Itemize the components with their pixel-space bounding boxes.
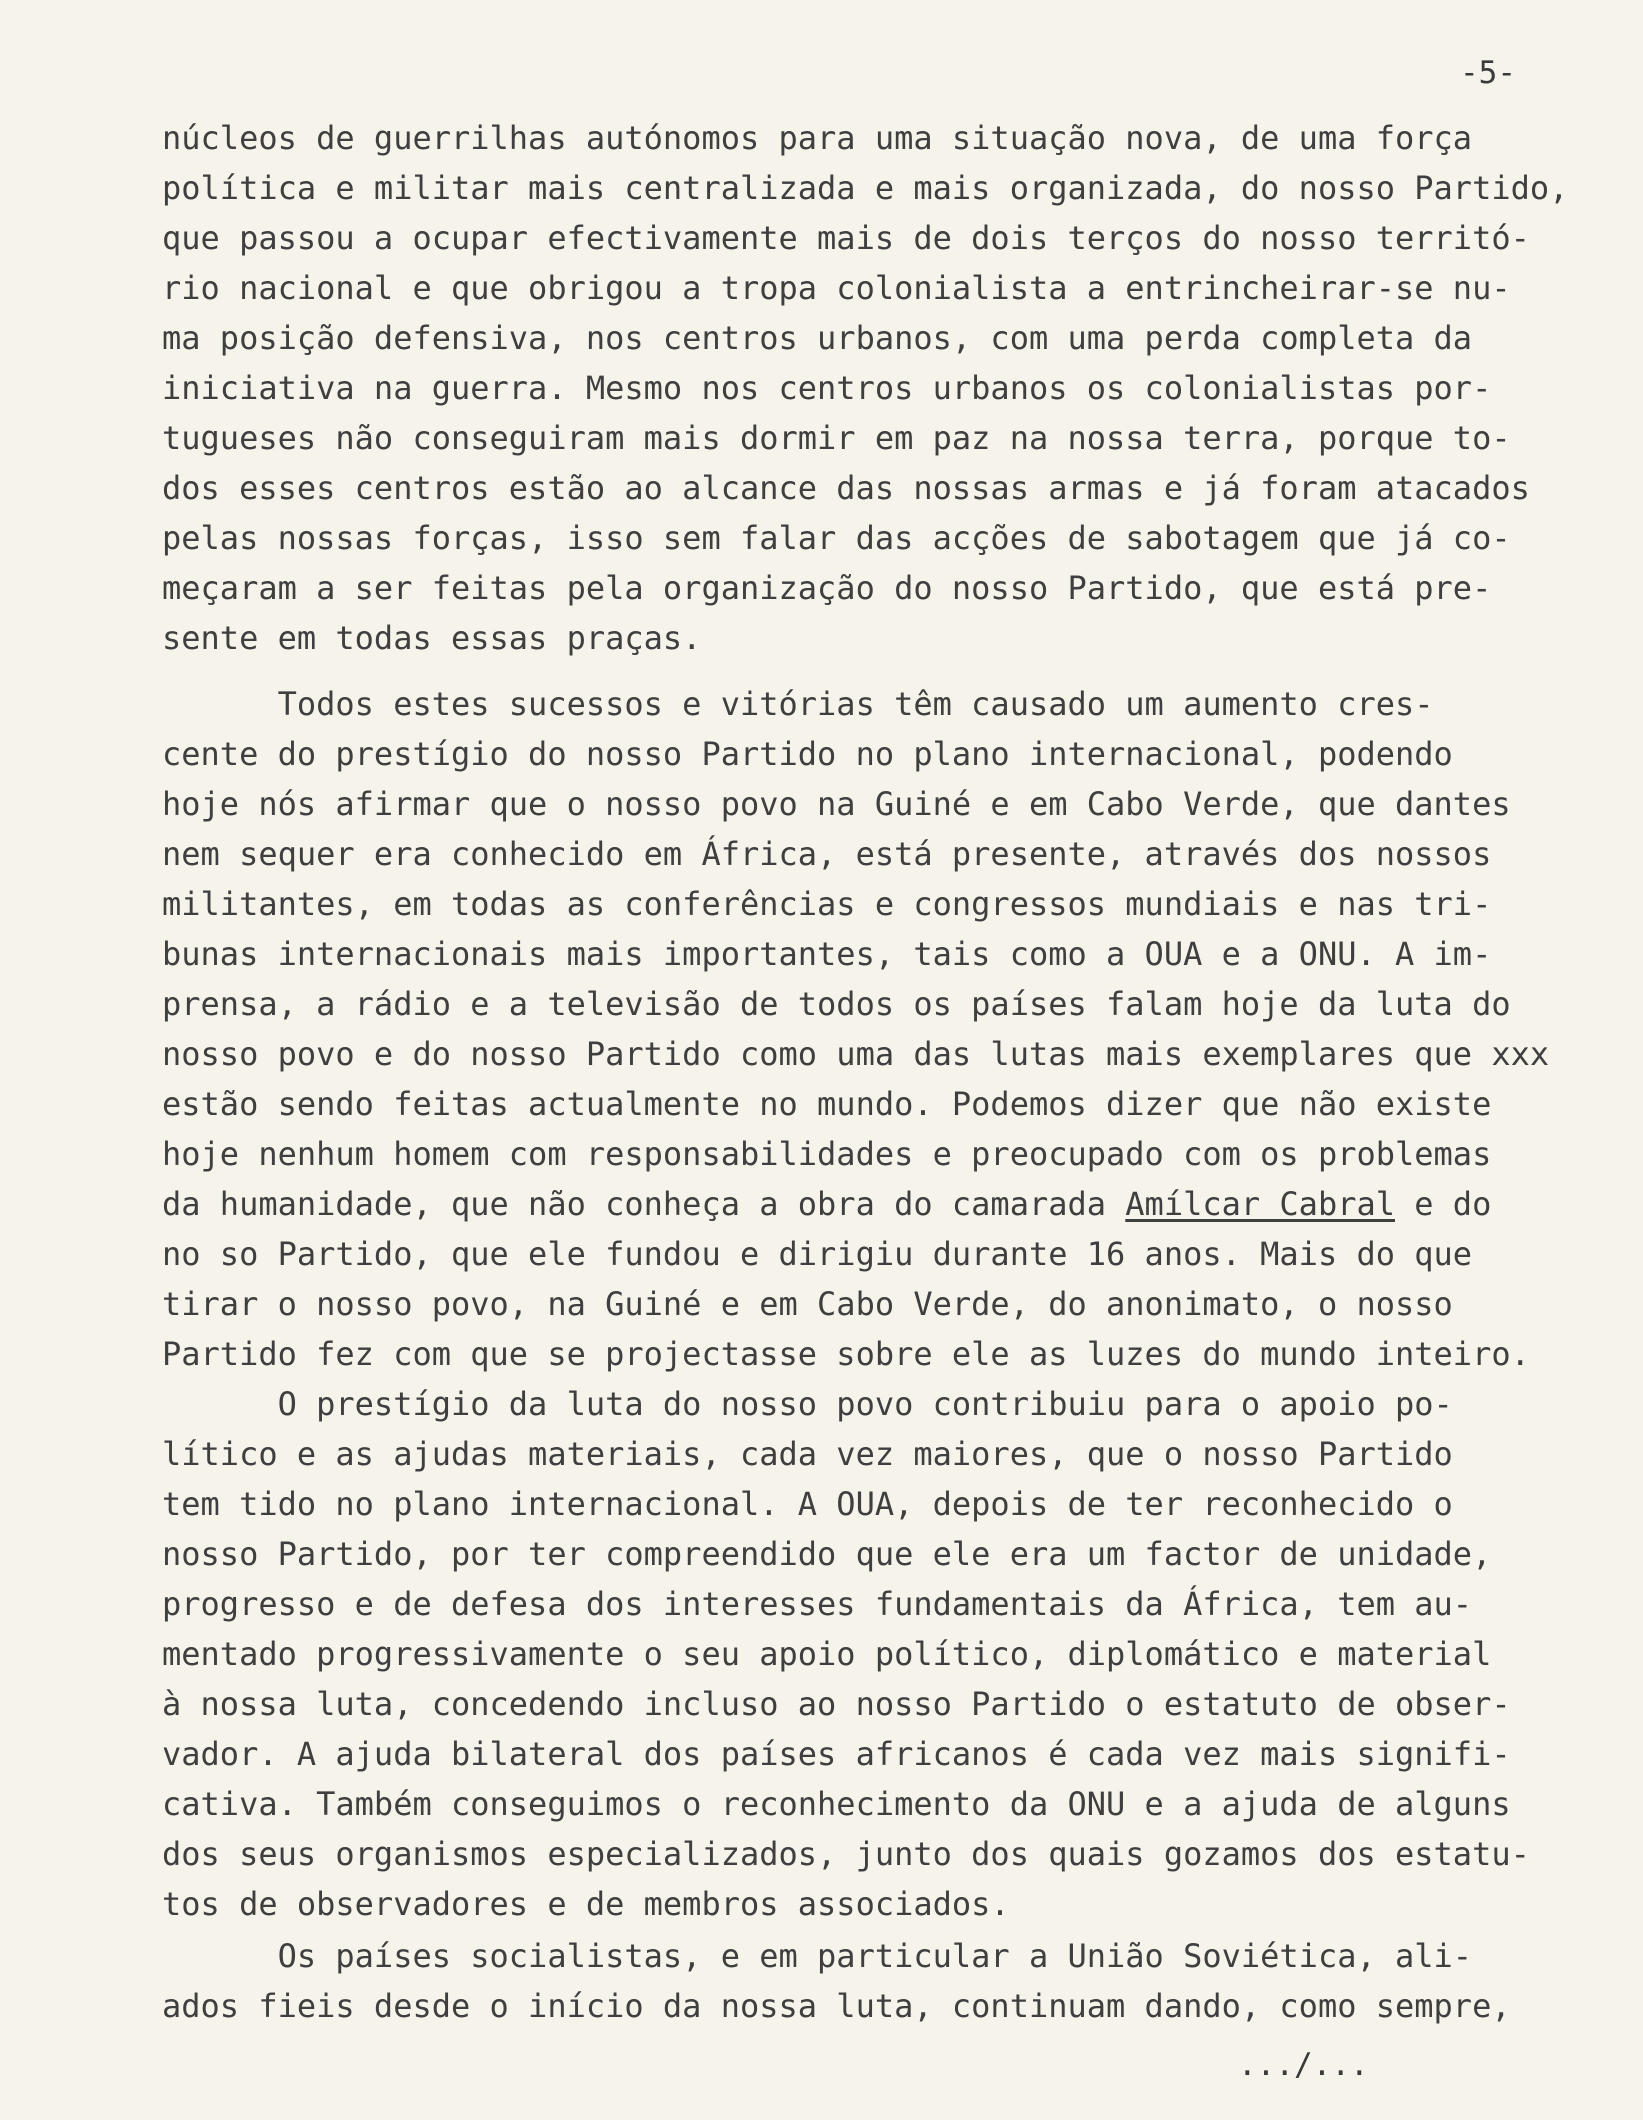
page-number: -5- [1460,55,1516,91]
text-line: hoje nós afirmar que o nosso povo na Guiné e em Cabo Verde, que dantes [162,785,1511,823]
text-segment: e do [1395,1185,1492,1223]
text-line: tem tido no plano internacional. A OUA, depois de ter reconhecido o [162,1485,1453,1523]
text-line: que passou a ocupar efectivamente mais de dois terços do nosso territó- [162,219,1530,257]
text-line: prensa, a rádio e a televisão de todos os países falam hoje da luta do [162,985,1511,1023]
text-line: política e militar mais centralizada e mais organizada, do nosso Partido, [162,169,1569,207]
text-line: sente em todas essas praças. [162,619,702,657]
text-line: tos de observadores e de membros associados. [162,1885,1010,1923]
text-line: meçaram a ser feitas pela organização do nosso Partido, que está pre- [162,569,1492,607]
text-line: nem sequer era conhecido em África, está presente, através dos nossos [162,835,1492,873]
text-line: cente do prestígio do nosso Partido no plano internacional, podendo [162,735,1453,773]
text-line: núcleos de guerrilhas autónomos para uma situação nova, de uma força [162,119,1473,157]
text-line: estão sendo feitas actualmente no mundo. Podemos dizer que não existe [162,1085,1492,1123]
continuation-marker: .../... [1238,2047,1369,2083]
text-line: lítico e as ajudas materiais, cada vez maiores, que o nosso Partido [162,1435,1453,1473]
underlined-name: Amílcar Cabral [1125,1185,1395,1223]
text-line: nosso povo e do nosso Partido como uma das lutas mais exemplares que xxx [162,1035,1550,1073]
text-line: progresso e de defesa dos interesses fundamentais da África, tem au- [162,1585,1473,1623]
text-line: dos esses centros estão ao alcance das nossas armas e já foram atacados [162,469,1530,507]
text-line: iniciativa na guerra. Mesmo nos centros urbanos os colonialistas por- [162,369,1492,407]
text-line: militantes, em todas as conferências e congressos mundiais e nas tri- [162,885,1492,923]
text-line: tugueses não conseguiram mais dormir em paz na nossa terra, porque to- [162,419,1511,457]
text-line: Todos estes sucessos e vitórias têm causado um aumento cres- [162,685,1434,723]
text-line: tirar o nosso povo, na Guiné e em Cabo Verde, do anonimato, o nosso [162,1285,1453,1323]
text-line: hoje nenhum homem com responsabilidades e preocupado com os problemas [162,1135,1492,1173]
text-line: rio nacional e que obrigou a tropa colonialista a entrincheirar-se nu- [162,269,1511,307]
text-line: Partido fez com que se projectasse sobre ele as luzes do mundo inteiro. [162,1335,1530,1373]
text-line: ma posição defensiva, nos centros urbanos, com uma perda completa da [162,319,1473,357]
text-line: O prestígio da luta do nosso povo contribuiu para o apoio po- [162,1385,1453,1423]
text-line: à nossa luta, concedendo incluso ao nosso Partido o estatuto de obser- [162,1685,1511,1723]
text-line: pelas nossas forças, isso sem falar das acções de sabotagem que já co- [162,519,1511,557]
text-line: nosso Partido, por ter compreendido que ele era um factor de unidade, [162,1535,1492,1573]
text-line: ados fieis desde o início da nossa luta, continuam dando, como sempre, [162,1987,1511,2025]
text-line: dos seus organismos especializados, junto dos quais gozamos dos estatu- [162,1835,1530,1873]
text-line: cativa. Também conseguimos o reconhecimento da ONU e a ajuda de alguns [162,1785,1511,1823]
text-line: Os países socialistas, e em particular a União Soviética, ali- [162,1937,1473,1975]
text-line: mentado progressivamente o seu apoio político, diplomático e material [162,1635,1492,1673]
text-line: vador. A ajuda bilateral dos países africanos é cada vez mais signifi- [162,1735,1511,1773]
text-line: no so Partido, que ele fundou e dirigiu durante 16 anos. Mais do que [162,1235,1473,1273]
text-line-with-name [162,1184,1491,1224]
text-line: bunas internacionais mais importantes, tais como a OUA e a ONU. A im- [162,935,1492,973]
text-segment: da humanidade, que não conheça a obra do camarada [162,1185,1126,1223]
